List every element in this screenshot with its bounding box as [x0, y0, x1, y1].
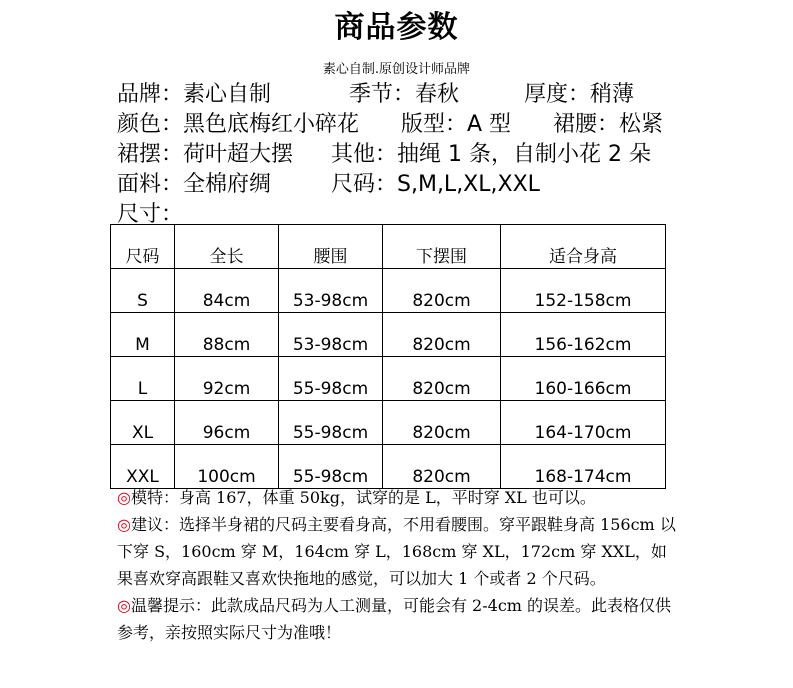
param-dimensions-label: 尺寸：	[117, 202, 184, 227]
cell-hem: 820cm	[383, 313, 501, 357]
cell-length: 92cm	[175, 357, 279, 401]
param-fit: 版型：A 型	[401, 112, 512, 137]
header-size: 尺码	[111, 225, 175, 269]
cell-size: XL	[111, 401, 175, 445]
cell-waist: 53-98cm	[279, 313, 383, 357]
size-table	[110, 224, 666, 489]
cell-height: 168-174cm	[501, 445, 666, 489]
cell-size: S	[111, 269, 175, 313]
table-row	[111, 357, 666, 401]
table-header-row	[111, 225, 666, 269]
product-params	[117, 80, 777, 230]
param-thickness: 厚度：稍薄	[524, 82, 635, 107]
param-row-1	[117, 80, 777, 110]
header-height: 适合身高	[501, 225, 666, 269]
note-advice	[117, 511, 677, 592]
header-hem: 下摆围	[383, 225, 501, 269]
table-row	[111, 313, 666, 357]
cell-hem: 820cm	[383, 401, 501, 445]
cell-height: 152-158cm	[501, 269, 666, 313]
cell-length: 88cm	[175, 313, 279, 357]
cell-length: 84cm	[175, 269, 279, 313]
cell-height: 160-166cm	[501, 357, 666, 401]
notes-section	[117, 484, 677, 646]
header-waist: 腰围	[279, 225, 383, 269]
brand-subtitle: 素心自制.原创设计师品牌	[322, 62, 471, 77]
param-row-3	[117, 140, 777, 170]
cell-length: 96cm	[175, 401, 279, 445]
table-row	[111, 269, 666, 313]
note-reminder-text: 温馨提示：此款成品尺码为人工测量，可能会有 2-4cm 的误差。此表格仅供参考，亲按照实际尺寸为准哦！	[117, 596, 672, 642]
cell-height: 156-162cm	[501, 313, 666, 357]
table-row	[111, 445, 666, 489]
param-hem: 裙摆：荷叶超大摆	[117, 142, 294, 167]
note-model	[117, 484, 677, 511]
note-model-text: 模特：身高 167，体重 50kg，试穿的是 L，平时穿 XL 也可以。	[130, 488, 596, 507]
cell-size: XXL	[111, 445, 175, 489]
header-length: 全长	[175, 225, 279, 269]
cell-size: L	[111, 357, 175, 401]
cell-waist: 53-98cm	[279, 269, 383, 313]
page-title: 商品参数	[334, 10, 459, 45]
cell-hem: 820cm	[383, 445, 501, 489]
bullet-icon: ◎	[117, 596, 131, 615]
cell-hem: 820cm	[383, 357, 501, 401]
cell-hem: 820cm	[383, 269, 501, 313]
cell-size: M	[111, 313, 175, 357]
bullet-icon: ◎	[117, 515, 131, 534]
param-row-4	[117, 170, 777, 200]
note-advice-text: 建议：选择半身裙的尺码主要看身高，不用看腰围。穿平跟鞋身高 156cm 以下穿 S，160cm 穿 M，164cm 穿 L，168cm 穿 XL，172cm 穿 XXL，如果喜欢穿高跟鞋又喜欢快拖地的感觉，可以加大 1 个或者 2 个尺码。	[117, 515, 676, 588]
bullet-icon: ◎	[117, 488, 131, 507]
param-waist: 裙腰：松紧	[553, 112, 664, 137]
param-sizes: 尺码：S,M,L,XL,XXL	[331, 172, 540, 197]
cell-waist: 55-98cm	[279, 445, 383, 489]
cell-waist: 55-98cm	[279, 357, 383, 401]
param-row-2	[117, 110, 777, 140]
note-reminder	[117, 592, 677, 646]
cell-waist: 55-98cm	[279, 401, 383, 445]
param-brand: 品牌：素心自制	[117, 82, 272, 107]
param-fabric: 面料：全棉府绸	[117, 172, 272, 197]
param-color: 颜色：黑色底梅红小碎花	[117, 112, 360, 137]
cell-height: 164-170cm	[501, 401, 666, 445]
table-row	[111, 401, 666, 445]
cell-length: 100cm	[175, 445, 279, 489]
param-other: 其他：抽绳 1 条，自制小花 2 朵	[331, 142, 651, 167]
param-season: 季节：春秋	[349, 82, 460, 107]
